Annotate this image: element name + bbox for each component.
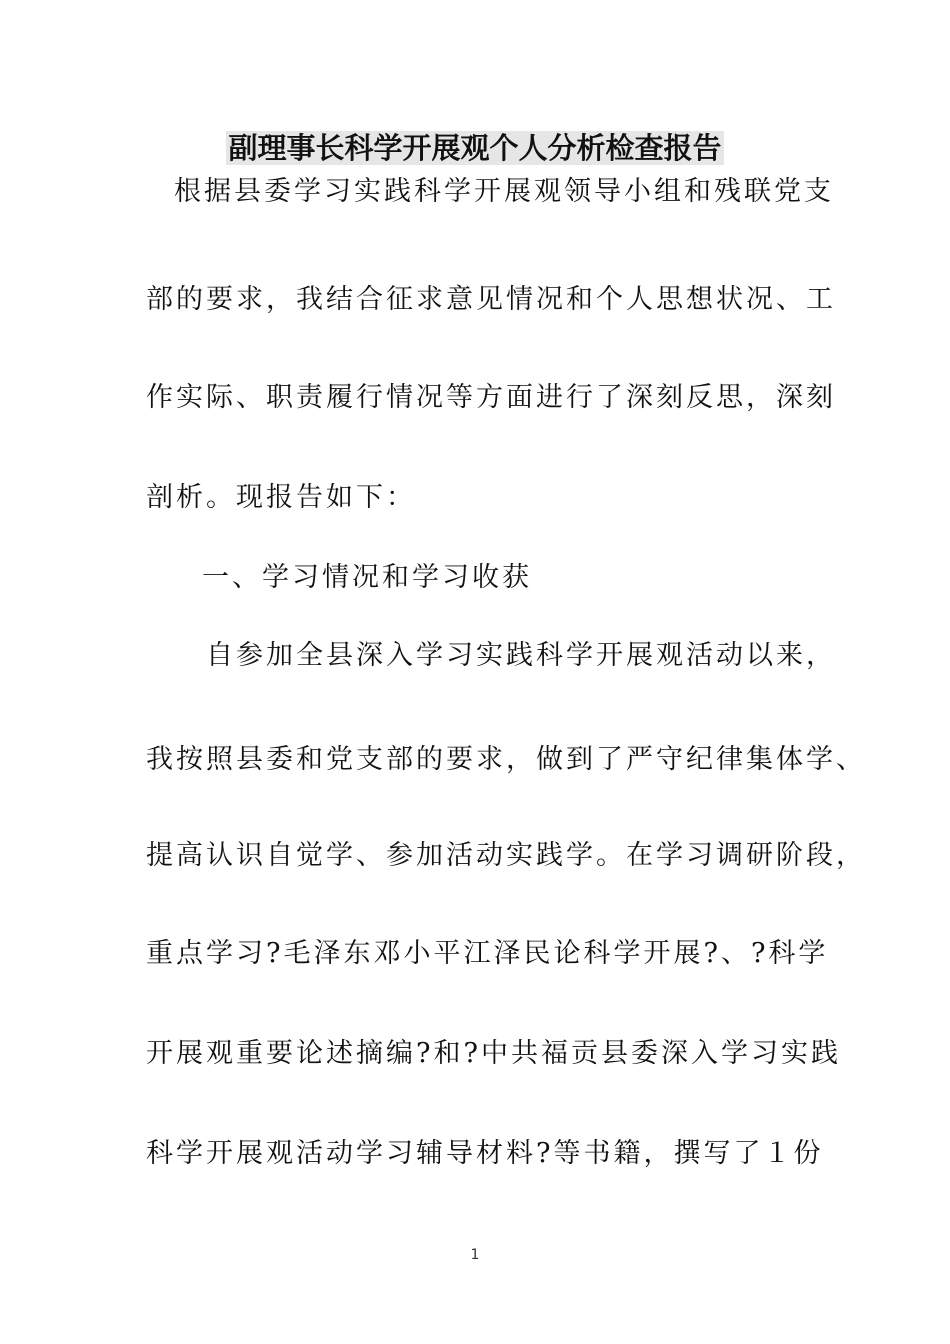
paragraph-line-1: 根据县委学习实践科学开展观领导小组和残联党支 (174, 176, 834, 207)
paragraph-line-6: 我按照县委和党支部的要求，做到了严守纪律集体学、 (146, 744, 866, 775)
paragraph-line-8: 重点学习?毛泽东邓小平江泽民论科学开展?、?科学 (146, 938, 829, 969)
paragraph-line-2: 部的要求，我结合征求意见情况和个人思想状况、工 (146, 284, 836, 315)
paragraph-line-5: 自参加全县深入学习实践科学开展观活动以来， (206, 640, 836, 671)
document-title (0, 128, 950, 168)
document-title-text: 副理事长科学开展观个人分析检查报告 (228, 131, 722, 165)
paragraph-line-10: 科学开展观活动学习辅导材料?等书籍，撰写了１份 (146, 1138, 824, 1169)
paragraph-line-3: 作实际、职责履行情况等方面进行了深刻反思，深刻 (146, 382, 836, 413)
paragraph-line-9: 开展观重要论述摘编?和?中共福贡县委深入学习实践 (146, 1038, 841, 1069)
section-heading-1: 一、学习情况和学习收获 (202, 562, 532, 593)
paragraph-line-4: 剖析。现报告如下： (146, 482, 416, 513)
paragraph-line-7: 提高认识自觉学、参加活动实践学。在学习调研阶段， (146, 840, 866, 871)
page-number: 1 (470, 1247, 480, 1263)
